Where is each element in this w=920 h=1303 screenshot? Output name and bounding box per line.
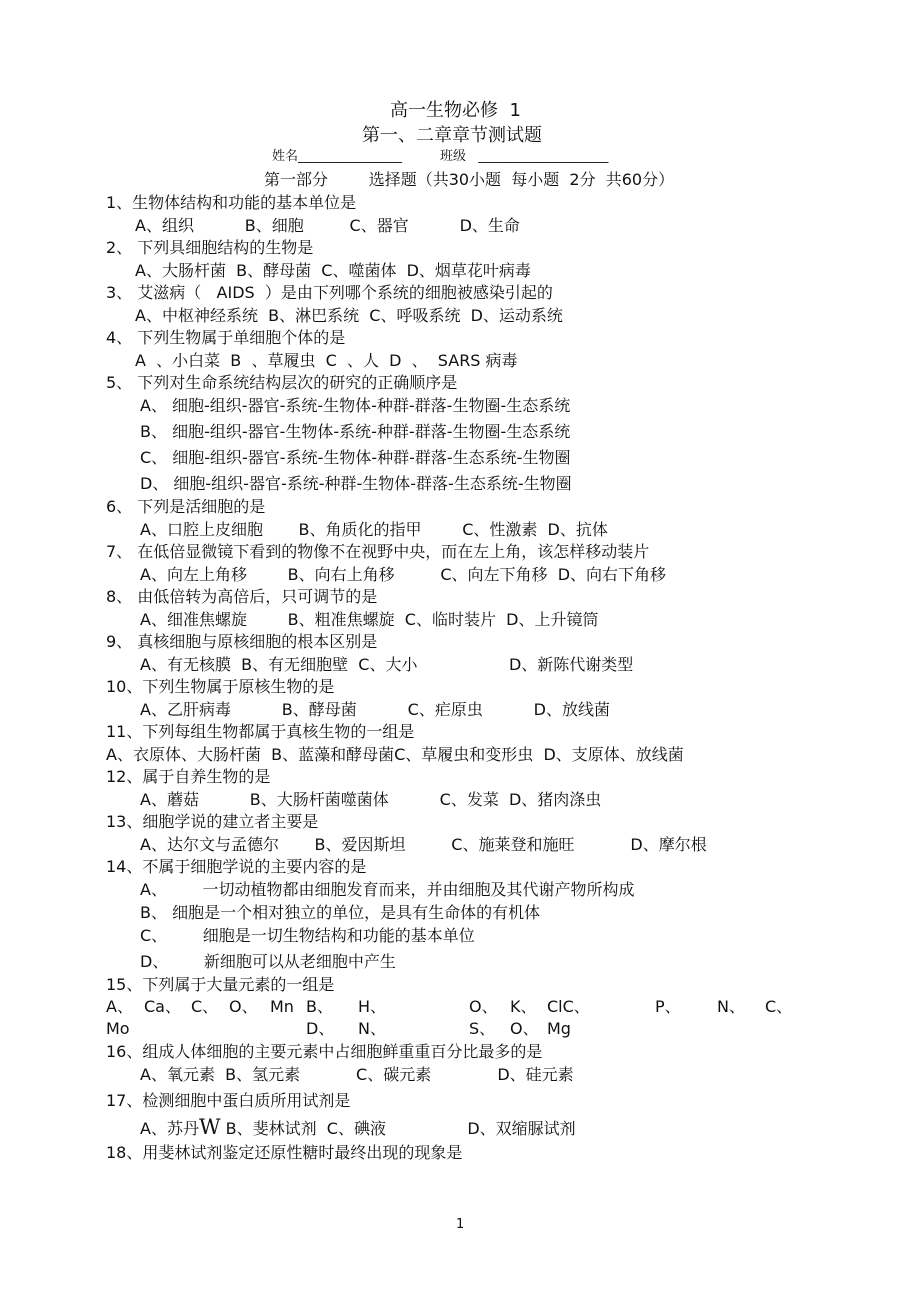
question-9-options: A、有无核膜 B、有无细胞壁 C、大小 D、新陈代谢类型 [140,655,634,674]
question-17-options [140,1117,576,1139]
question-18: 18、用斐林试剂鉴定还原性糖时最终出现的现象是 [106,1143,463,1162]
q15-token: Mo [106,1019,130,1038]
name-field-label: 姓名________________ [272,149,403,164]
question-8-options: A、细准焦螺旋 B、粗准焦螺旋 C、临时装片 D、上升镜筒 [140,610,599,629]
question-5-option-d: D、 细胞-组织-器官-系统-种群-生物体-群落-生态系统-生物圈 [140,474,572,493]
q17-other-options: B、斐林试剂 C、碘液 D、双缩脲试剂 [220,1119,576,1138]
q15-token: A、 [106,997,133,1016]
q15-token: S、 [469,1019,496,1038]
question-7: 7、 在低倍显微镜下看到的物像不在视野中央，而在左上角，该怎样移动装片 [106,542,650,561]
q15-token: C、 [765,997,793,1016]
q15-token: O、 [510,1019,539,1038]
question-11-options: A、衣原体、大肠杆菌 B、蓝藻和酵母菌C、草履虫和变形虫 D、支原体、放线菌 [106,745,684,764]
question-6: 6、 下列是活细胞的是 [106,497,266,516]
q15-token: K、 [510,997,537,1016]
question-4: 4、 下列生物属于单细胞个体的是 [106,328,346,347]
page-number: 1 [456,1217,465,1232]
question-14-option-c: C、 细胞是一切生物结构和功能的基本单位 [140,926,475,945]
section-heading: 第一部分 选择题（共30小题 每小题 2分 共60分） [264,170,675,189]
q15-token: Ca、 [144,997,181,1016]
question-13: 13、细胞学说的建立者主要是 [106,812,319,831]
q15-token: N、 [358,1019,386,1038]
class-field-label: 班级 ____________________ [440,149,609,164]
question-12: 12、属于自养生物的是 [106,767,271,786]
question-17: 17、检测细胞中蛋白质所用试剂是 [106,1091,351,1110]
question-14-option-d: D、 新细胞可以从老细胞中产生 [140,952,396,971]
question-11: 11、下列每组生物都属于真核生物的一组是 [106,722,415,741]
question-2: 2、 下列具细胞结构的生物是 [106,238,314,257]
question-16: 16、组成人体细胞的主要元素中占细胞鲜重重百分比最多的是 [106,1042,543,1061]
q15-token: Mn [270,997,294,1016]
q15-token: O、 [469,997,498,1016]
q15-token: N、 [717,997,745,1016]
question-2-options: A、大肠杆菌 B、酵母菌 C、噬菌体 D、烟草花叶病毒 [135,261,531,280]
question-7-options: A、向左上角移 B、向右上角移 C、向左下角移 D、向右下角移 [140,565,667,584]
q15-token: B、 [306,997,333,1016]
q15-token: Mg [547,1019,571,1038]
question-10-options: A、乙肝病毒 B、酵母菌 C、疟原虫 D、放线菌 [140,700,610,719]
q17-option-a: A、苏丹 [140,1119,199,1138]
question-12-options: A、蘑菇 B、大肠杆菌噬菌体 C、发菜 D、猪肉涤虫 [140,790,602,809]
question-6-options: A、口腔上皮细胞 B、角质化的指甲 C、性激素 D、抗体 [140,520,608,539]
q17-option-a-w: W [198,1115,221,1139]
q15-token: C、 [191,997,219,1016]
question-14: 14、不属于细胞学说的主要内容的是 [106,857,367,876]
question-10: 10、下列生物属于原核生物的是 [106,677,335,696]
question-5: 5、 下列对生命系统结构层次的研究的正确顺序是 [106,373,458,392]
question-1-options: A、组织 B、细胞 C、器官 D、生命 [135,216,520,235]
question-9: 9、 真核细胞与原核细胞的根本区别是 [106,632,378,651]
question-1: 1、生物体结构和功能的基本单位是 [106,193,357,212]
q15-token: P、 [655,997,681,1016]
question-3-options: A、中枢神经系统 B、淋巴系统 C、呼吸系统 D、运动系统 [135,306,563,325]
document-subtitle: 第一、二章章节测试题 [362,125,542,146]
question-14-option-a: A、 一切动植物都由细胞发育而来，并由细胞及其代谢产物所构成 [140,880,635,899]
question-5-option-b: B、 细胞-组织-器官-生物体-系统-种群-群落-生物圈-生态系统 [140,422,571,441]
question-14-option-b: B、 细胞是一个相对独立的单位，是具有生命体的有机体 [140,903,541,922]
question-5-option-a: A、 细胞-组织-器官-系统-生物体-种群-群落-生物圈-生态系统 [140,396,571,415]
question-5-option-c: C、 细胞-组织-器官-系统-生物体-种群-群落-生态系统-生物圈 [140,448,571,467]
q15-token: ClC、 [547,997,590,1016]
q15-token: O、 [229,997,258,1016]
question-4-options: A 、小白菜 B 、草履虫 C 、人 D 、 SARS 病毒 [135,351,518,370]
question-3: 3、 艾滋病（ AIDS ）是由下列哪个系统的细胞被感染引起的 [106,283,553,302]
question-13-options: A、达尔文与孟德尔 B、爱因斯坦 C、施莱登和施旺 D、摩尔根 [140,835,707,854]
q15-token: D、 [306,1019,335,1038]
question-15: 15、下列属于大量元素的一组是 [106,975,335,994]
question-16-options: A、氧元素 B、氢元素 C、碳元素 D、硅元素 [140,1065,574,1084]
document-title: 高一生物必修 1 [390,100,521,121]
question-8: 8、 由低倍转为高倍后，只可调节的是 [106,587,378,606]
q15-token: H、 [358,997,387,1016]
